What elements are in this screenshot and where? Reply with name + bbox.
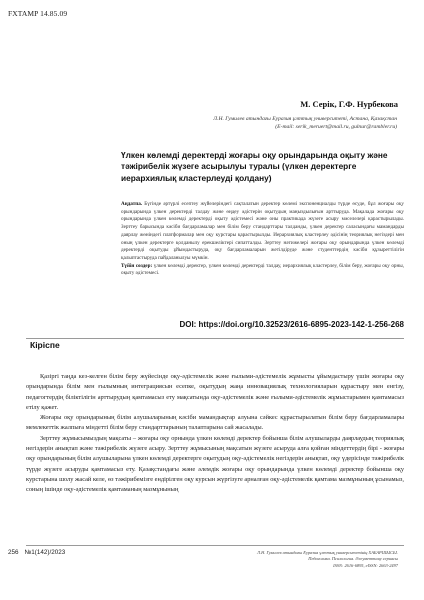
section-divider-top	[26, 338, 404, 339]
abstract	[121, 201, 404, 263]
keywords-label: Түйін сөздер:	[121, 262, 153, 269]
doi-link[interactable]: DOI: https://doi.org/10.32523/2616-6895-2023-142-1-256-268	[179, 320, 404, 329]
journal-info	[193, 550, 398, 569]
journal-name: Л.Н. Гумилев атындағы Еуразия ұлттық университетінің ХАБАРШЫСЫ.	[257, 550, 398, 555]
body-paragraph-1: Қазіргі таңда кез-келген білім беру жүйесінде оқу-әдістемелік және ғылыми-әдістемелік жұмысты ұйымдастыру үшін жоғары оқу орындарында білім мен ғылымның интеграциясын есепке, оқытудың жаңа инновациялық технологияларын құрастыру мен енгізу, педагогтердің біліктілігін арттырудың қамтамасыз ету мақсатында оқу-әдістемелік және ғылыми-әдістемелік жұмыстарымен қамтамасыз етілу қажет.	[26, 373, 404, 411]
body-paragraph-3: Зерттеу жұмысымыздың мақсаты – жоғары оқу орнында үлкен көлемді деректер бойынша білім алушыларды даярлаудың теориялық негіздерін анықтап және тәжірибелік жүзеге асыру. Зерттеу жұмысының мақсатын жүзеге асыруда алға қойған міндеттердің бірі - жоғары оқу орындарының білім алушыларына үлкен көлемді деректерге оқытудың оқу-әдістемелік негіздерін анықтап, оқу үдерісінде тәжірибелік түрде жүзеге асыруды қамтамасыз ету. Қазақстандағы және әлемдік жоғары оқу орындарында үлкен көлемді деректер бойынша оқу курстарына шолу жасай келе, өз тәжірибемізге ендірілген оқу курсын жүргізуге арналған оқу-әдістемелік қамтама мазмұнының ұсынамыз, соның ішінде оқу-әдістемелік қамтаманың мазмұнының	[26, 434, 404, 494]
page-number: 256	[8, 549, 19, 556]
issue-number: №1(142)/2023	[24, 549, 66, 556]
body-text	[26, 372, 404, 496]
footer-left	[8, 549, 65, 556]
abstract-text: Бүгінде әртүрлі есептеу жүйелеріндегі сақталатын деректер көлемі экспоненциалды түрде өсуде, бұл жоғары оқу орындарында үлкен деректерді талдау және өңдеу әдістерін оқытудың маңыздылығын арттыруда. Мақалада жоғары оқу орындарында үлкен көлемді деректерді оқыту әдістемесі және оны практикада жүзеге асыру мәселелері қарастырылады. Зерттеу барысында кәсіби бағдарламалар мен білім беру стандарттары талданды, үлкен деректер саласындағы мамандарды даярлау жөніндегі платформалар мен оқу курстары қарастырылды. Иерархиялық кластерлеу әдісінің теориялық негіздері мен оның үлкен деректерге қолданылу ерекшеліктері сипатталды. Зерттеу нәтижелері жоғары оқу орындарында үлкен көлемді деректерді оқытуды ұйымдастыруда, оқу бағдарламаларын жетілдіруде және студенттердің кәсіби құзыреттілігін қалыптастыруда пайдаланылуы мүмкін.	[121, 201, 404, 261]
body-paragraph-2: Жоғары оқу орындарының білім алушыларының кәсіби мамандықтар алуына сәйкес құрастырылатын білім беру бағдарламалары мемлекеттік жалпыға міндетті білім беру стандарттарының талаптарына сай жасалады.	[26, 414, 404, 432]
section-heading: Кіріспе	[30, 340, 60, 350]
footer-divider	[26, 545, 404, 546]
journal-series: Педагогика. Психология. Әлеуметтану сериясы	[308, 556, 398, 562]
fxtamp-code: FXTAMP 14.85.09	[8, 9, 68, 18]
article-title: Үлкен көлемді деректерді жоғары оқу орындарында оқыту және тәжірибелік жүзеге асырылуы туралы (үлкен деректерге иерархиялық кластерлеуді қолдану)	[121, 150, 388, 183]
author-affiliation	[97, 115, 397, 131]
keywords	[121, 263, 404, 278]
keywords-text: үлкен көлемді деректер, үлкен көлемді деректерді талдау, иерархиялық кластерлеу, білім беру, жоғары оқу орны, оқыту әдістемесі.	[121, 262, 404, 277]
affiliation-institution: Л.Н. Гумилев атындағы Еуразия ұлттық университеті, Астана, Қазақстан	[213, 116, 397, 122]
journal-issn: ISSN: 2616-6895, eISSN: 2663-2497	[333, 562, 398, 568]
abstract-block	[121, 201, 404, 278]
abstract-label: Аңдатпа.	[121, 201, 143, 207]
article-authors: М. Серік, Г.Ф. Нурбекова	[300, 99, 398, 109]
affiliation-email: (E-mail: serik_meruert@mail.ru, gulnur@rambler.ru)	[275, 124, 397, 130]
